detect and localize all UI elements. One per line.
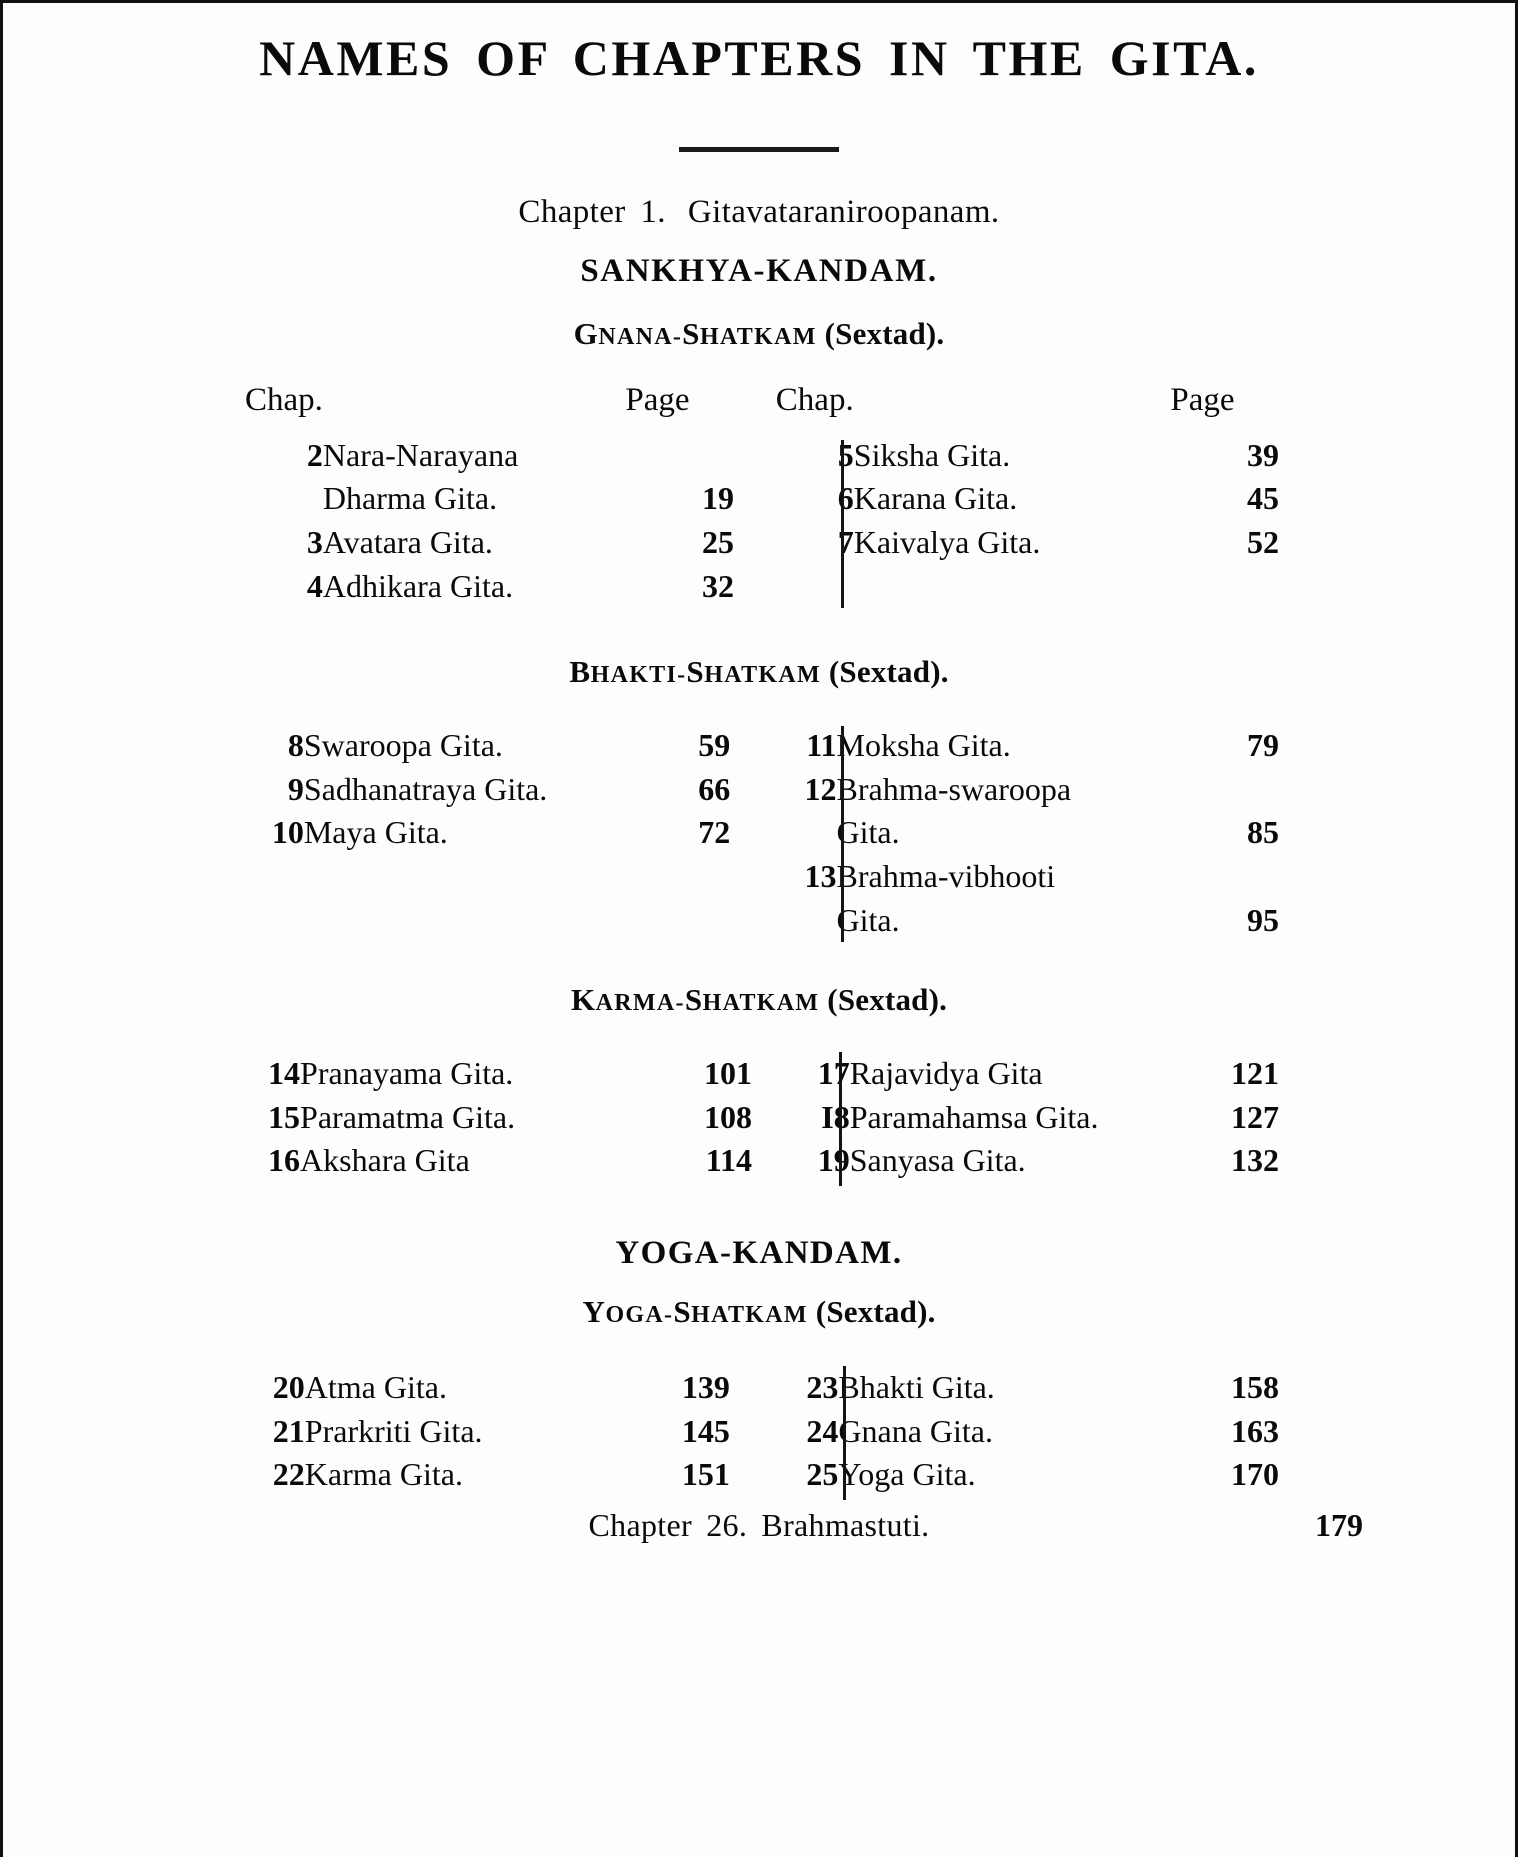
heading-bhakti-rest: HAKTI (590, 662, 678, 689)
chap-name: Akshara Gita (300, 1142, 470, 1179)
heading-bhakti-sep: - (677, 662, 687, 689)
chapter-one-name: Gitavataraniroopanam. (687, 194, 1000, 230)
column-divider (839, 1052, 842, 1186)
chap-page: 163 (1231, 1412, 1279, 1449)
chap-name: Atma Gita. (304, 1369, 447, 1406)
table-row (239, 1096, 1279, 1140)
table-row (239, 521, 1279, 565)
chap-name-cont: Gita. (836, 901, 900, 938)
chap-page: 59 (698, 727, 731, 764)
title-divider (679, 147, 839, 152)
chap-number: 12 (804, 770, 837, 807)
page-title: NAMES OF CHAPTERS IN THE GITA. (259, 30, 1259, 86)
table-row (239, 811, 1279, 855)
heading-karma-initial: K (570, 982, 596, 1018)
table-row (239, 434, 1279, 478)
table-row (239, 855, 1279, 899)
chap-page: 66 (698, 770, 731, 807)
chap-name: Pranayama Gita. (300, 1055, 514, 1092)
heading-karma-sep: - (675, 990, 685, 1017)
chap-page: 121 (1231, 1055, 1279, 1092)
chap-page: 114 (705, 1142, 752, 1179)
chap-number: 9 (287, 770, 304, 807)
chap-page: 72 (698, 814, 731, 851)
chap-name: Karma Gita. (304, 1456, 463, 1493)
chap-name: Avatara Gita. (322, 524, 493, 561)
chap-number: 15 (268, 1098, 301, 1135)
table-row (239, 1052, 1279, 1096)
heading-gnana-initial: G (573, 316, 599, 351)
chap-page: 39 (1247, 436, 1279, 473)
heading-yoga-kandam: YOGA-KANDAM. (615, 1235, 903, 1272)
heading-shatkam-rest: HATKAM (704, 662, 821, 689)
heading-shatkam-initial: S (686, 654, 705, 690)
gnana-table (239, 378, 1279, 608)
chap-name: Paramatma Gita. (300, 1098, 516, 1135)
final-chapter-entry (43, 1507, 1475, 1544)
chap-name: Brahma-vibhooti (836, 858, 1056, 895)
heading-yoga-shatkam (43, 1294, 1475, 1330)
chap-number: 17 (817, 1055, 850, 1092)
heading-bhakti-initial: B (569, 654, 591, 690)
chap-number: I8 (821, 1098, 850, 1135)
chap-name: Sanyasa Gita. (849, 1142, 1026, 1179)
heading-yoga-sep: - (664, 1302, 674, 1329)
table-row (239, 899, 1279, 943)
table-row (239, 768, 1279, 812)
header-page-left: Page (625, 382, 690, 418)
chap-page: 127 (1231, 1098, 1279, 1135)
chap-number: 10 (271, 814, 304, 851)
table-row (239, 1410, 1279, 1454)
table-bhakti-shatkam (239, 724, 1279, 942)
table-row (239, 1366, 1279, 1410)
header-chap-right: Chap. (775, 382, 854, 418)
chap-name: Kaivalya Gita. (853, 524, 1041, 561)
chap-number: 4 (306, 567, 323, 604)
header-page-right: Page (1170, 382, 1235, 418)
heading-shatkam-initial: S (684, 982, 703, 1018)
chap-page: 32 (701, 567, 734, 604)
chap-page: 79 (1247, 727, 1279, 764)
chap-name: Moksha Gita. (836, 727, 1011, 764)
heading-karma-shatkam (43, 982, 1475, 1018)
chap-page: 52 (1247, 524, 1279, 561)
table-row (239, 477, 1279, 521)
column-divider (841, 440, 844, 608)
heading-yoga-rest: OGA (605, 1302, 665, 1329)
chap-name: Nara-Narayana (322, 436, 519, 473)
final-chapter-text: Chapter 26. Brahmastuti. (588, 1506, 930, 1543)
chap-page: 25 (701, 524, 734, 561)
chap-page: 158 (1231, 1369, 1279, 1406)
chap-number: 23 (806, 1369, 839, 1406)
chap-number: 13 (804, 858, 837, 895)
table-yoga-shatkam (239, 1366, 1279, 1497)
heading-bhakti-shatkam (43, 654, 1475, 690)
heading-yoga-initial: Y (582, 1294, 606, 1330)
heading-shatkam-rest: HATKAM (691, 1302, 808, 1329)
table-header-row (239, 378, 1279, 434)
chap-name: Siksha Gita. (853, 436, 1011, 473)
chap-name: Brahma-swaroopa (836, 770, 1072, 807)
heading-gnana-sep: - (672, 324, 683, 350)
chap-number: 16 (268, 1142, 301, 1179)
chap-name: Yoga Gita. (838, 1456, 976, 1493)
table-karma-shatkam (239, 1052, 1279, 1183)
heading-karma-rest: ARMA (595, 990, 676, 1017)
chap-number: 19 (817, 1142, 850, 1179)
chap-page: 101 (703, 1055, 752, 1092)
chap-name: Paramahamsa Gita. (849, 1098, 1099, 1135)
chap-name: Swaroopa Gita. (303, 727, 503, 764)
table-row (239, 1453, 1279, 1497)
chap-page: 85 (1247, 814, 1279, 851)
table-row (239, 565, 1279, 609)
heading-shatkam-initial: S (682, 316, 700, 351)
page-content (3, 3, 1515, 1857)
table-row (239, 1139, 1279, 1183)
heading-gnana-shatkam (43, 316, 1475, 352)
chap-name: Maya Gita. (303, 814, 448, 851)
heading-shatkam-initial: S (673, 1294, 692, 1330)
chap-name: Karana Gita. (853, 480, 1018, 517)
chap-number: 14 (268, 1055, 301, 1092)
chap-number: 2 (306, 436, 323, 473)
column-divider (843, 1366, 846, 1500)
chap-number: 22 (272, 1456, 305, 1493)
chap-number: 24 (806, 1412, 839, 1449)
chap-name: Rajavidya Gita (849, 1055, 1043, 1092)
chap-page: 151 (681, 1456, 730, 1493)
chap-page: 132 (1231, 1142, 1279, 1179)
chap-page: 95 (1247, 901, 1279, 938)
chap-number: 3 (306, 524, 323, 561)
chap-number: 6 (837, 480, 854, 517)
chap-name-cont: Dharma Gita. (322, 480, 498, 517)
chap-number: 5 (837, 436, 854, 473)
heading-gnana-suffix: (Sextad). (816, 316, 945, 351)
chap-number: 11 (806, 727, 837, 764)
chap-page: 170 (1231, 1456, 1279, 1493)
heading-yoga-suffix: (Sextad). (807, 1294, 936, 1330)
chap-name: Adhikara Gita. (322, 567, 514, 604)
chapter-one-label: Chapter 1. (518, 194, 666, 230)
chap-name: Bhakti Gita. (838, 1369, 995, 1406)
chap-number: 21 (272, 1412, 305, 1449)
bhakti-table (239, 724, 1279, 942)
chap-number: 7 (837, 524, 854, 561)
chap-page: 139 (681, 1369, 730, 1406)
heading-shatkam-rest: HATKAM (699, 324, 817, 350)
yoga-table (239, 1366, 1279, 1497)
header-chap-left: Chap. (245, 382, 323, 418)
chap-page: 19 (701, 480, 734, 517)
column-divider (841, 726, 844, 942)
chap-page: 108 (703, 1098, 752, 1135)
heading-karma-suffix: (Sextad). (819, 982, 948, 1018)
chap-name: Sadhanatraya Gita. (303, 770, 548, 807)
heading-sankhya-kandam: SANKHYA-KANDAM. (580, 253, 938, 289)
chap-number: 8 (287, 727, 304, 764)
chap-page: 45 (1247, 480, 1279, 517)
heading-shatkam-rest: HATKAM (702, 990, 820, 1017)
table-row (239, 724, 1279, 768)
table-gnana-shatkam (239, 378, 1279, 608)
chapter-one-line (43, 194, 1475, 231)
karma-table (239, 1052, 1279, 1183)
heading-bhakti-suffix: (Sextad). (820, 654, 949, 690)
chap-name-cont: Gita. (836, 814, 900, 851)
chap-name: Prarkriti Gita. (304, 1412, 483, 1449)
chap-number: 25 (806, 1456, 839, 1493)
heading-gnana-rest: NANA (598, 324, 673, 350)
final-chapter-page: 179 (1315, 1506, 1363, 1543)
chap-number: 20 (272, 1369, 305, 1406)
chap-name: Gnana Gita. (838, 1412, 993, 1449)
chap-page: 145 (681, 1412, 730, 1449)
